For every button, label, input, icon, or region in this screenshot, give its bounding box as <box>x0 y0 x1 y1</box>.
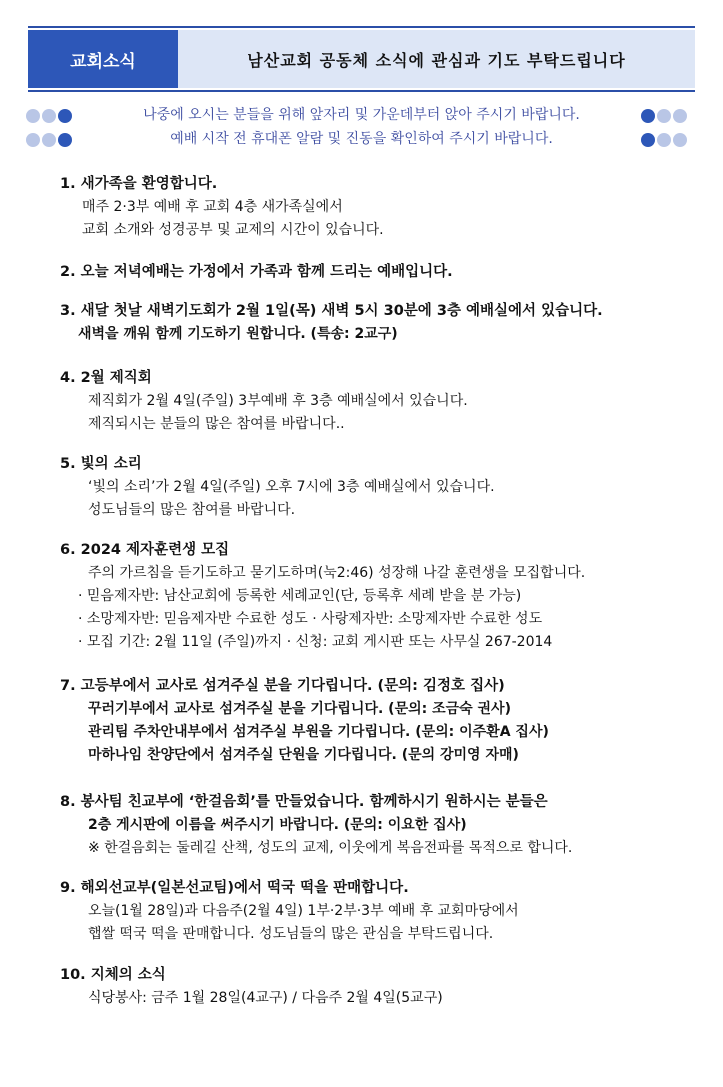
news-item-4 <box>60 367 690 436</box>
news-item-line: 관리팀 주차안내부에서 섬겨주실 부원을 기다립니다. (문의: 이주환A 집사) <box>88 724 549 740</box>
news-item-line: ‘빛의 소리’가 2월 4일(주일) 오후 7시에 3층 예배실에서 있습니다. <box>88 479 495 495</box>
news-item-title: 1. 새가족을 환영합니다. <box>60 176 218 192</box>
news-item-line: 교회 소개와 성경공부 및 교제의 시간이 있습니다. <box>82 222 384 238</box>
news-item-title: 9. 해외선교부(일본선교팀)에서 떡국 떡을 판매합니다. <box>60 880 409 896</box>
news-item-line: 햅쌀 떡국 떡을 판매합니다. 성도님들의 많은 관심을 부탁드립니다. <box>88 926 494 942</box>
news-item-line: 제직되시는 분들의 많은 참여를 바랍니다.. <box>88 416 345 432</box>
news-item-line: · 소망제자반: 믿음제자반 수료한 성도 · 사랑제자반: 소망제자반 수료한 성도 <box>78 611 543 627</box>
header-bar <box>28 30 695 88</box>
news-item-title: 10. 지체의 소식 <box>60 967 166 983</box>
news-item-title: 5. 빛의 소리 <box>60 456 142 472</box>
news-item-line: ※ 한걸음회는 둘레길 산책, 성도의 교제, 이웃에게 복음전파를 목적으로 합니다. <box>88 840 573 856</box>
news-item-title: 4. 2월 제직회 <box>60 370 152 386</box>
news-item-title: 3. 새달 첫날 새벽기도회가 2월 1일(목) 새벽 5시 30분에 3층 예배실에서 있습니다. <box>60 303 603 319</box>
header-title: 남산교회 공동체 소식에 관심과 기도 부탁드립니다 <box>247 50 626 70</box>
news-item-5 <box>60 453 690 522</box>
news-item-line: 꾸러기부에서 교사로 섬겨주실 분을 기다립니다. (문의: 조금숙 권사) <box>88 701 511 717</box>
header-top-rule <box>28 26 695 28</box>
news-item-title: 6. 2024 제자훈련생 모집 <box>60 542 230 558</box>
news-item-line: 마하나임 찬양단에서 섬겨주실 단원을 기다립니다. (문의 강미영 자매) <box>88 747 519 763</box>
news-item-line: · 모집 기간: 2월 11일 (주일)까지 · 신청: 교회 게시판 또는 사무실 267-2014 <box>78 634 553 650</box>
news-item-line: 매주 2·3부 예배 후 교회 4층 새가족실에서 <box>82 199 343 215</box>
news-item-title: 7. 고등부에서 교사로 섬겨주실 분을 기다립니다. (문의: 김정호 집사) <box>60 678 505 694</box>
news-item-line: 2층 게시판에 이름을 써주시기 바랍니다. (문의: 이요한 집사) <box>88 817 467 833</box>
news-item-line: 제직회가 2월 4일(주일) 3부예배 후 3층 예배실에서 있습니다. <box>88 393 468 409</box>
news-item-line: · 믿음제자반: 남산교회에 등록한 세례교인(단, 등록후 세례 받을 분 가능) <box>78 588 522 604</box>
news-item-line: 오늘(1월 28일)과 다음주(2월 4일) 1부·2부·3부 예배 후 교회마당에서 <box>88 903 519 919</box>
news-item-line: 주의 가르침을 듣기도하고 묻기도하며(눅2:46) 성장해 나갈 훈련생을 모집합니다. <box>88 565 586 581</box>
news-item-8 <box>60 791 690 860</box>
news-item-title: 2. 오늘 저녁예배는 가정에서 가족과 함께 드리는 예배입니다. <box>60 264 453 280</box>
news-item-line: 식당봉사: 금주 1월 28일(4교구) / 다음주 2월 4일(5교구) <box>88 990 443 1006</box>
news-item-9 <box>60 877 690 946</box>
notice-seating: 나중에 오시는 분들을 위해 앞자리 및 가운데부터 앉아 주시기 바랍니다. <box>143 107 580 123</box>
notice-phone: 예배 시작 전 휴대폰 알람 및 진동을 확인하여 주시기 바랍니다. <box>170 131 553 147</box>
news-item-line: 새벽을 깨워 함께 기도하기 원합니다. (특송: 2교구) <box>78 326 398 342</box>
news-item-title: 8. 봉사팀 친교부에 ‘한걸음회’를 만들었습니다. 함께하시기 원하시는 분들은 <box>60 794 548 810</box>
news-item-1 <box>60 173 690 242</box>
news-item-2 <box>60 261 690 284</box>
header-label: 교회소식 <box>28 30 178 88</box>
news-item-3 <box>60 300 690 346</box>
news-item-line: 성도님들의 많은 참여를 바랍니다. <box>88 502 296 518</box>
header-bottom-rule <box>28 90 695 92</box>
news-item-6 <box>60 539 690 654</box>
news-item-7 <box>60 675 690 767</box>
news-item-10 <box>60 964 690 1010</box>
